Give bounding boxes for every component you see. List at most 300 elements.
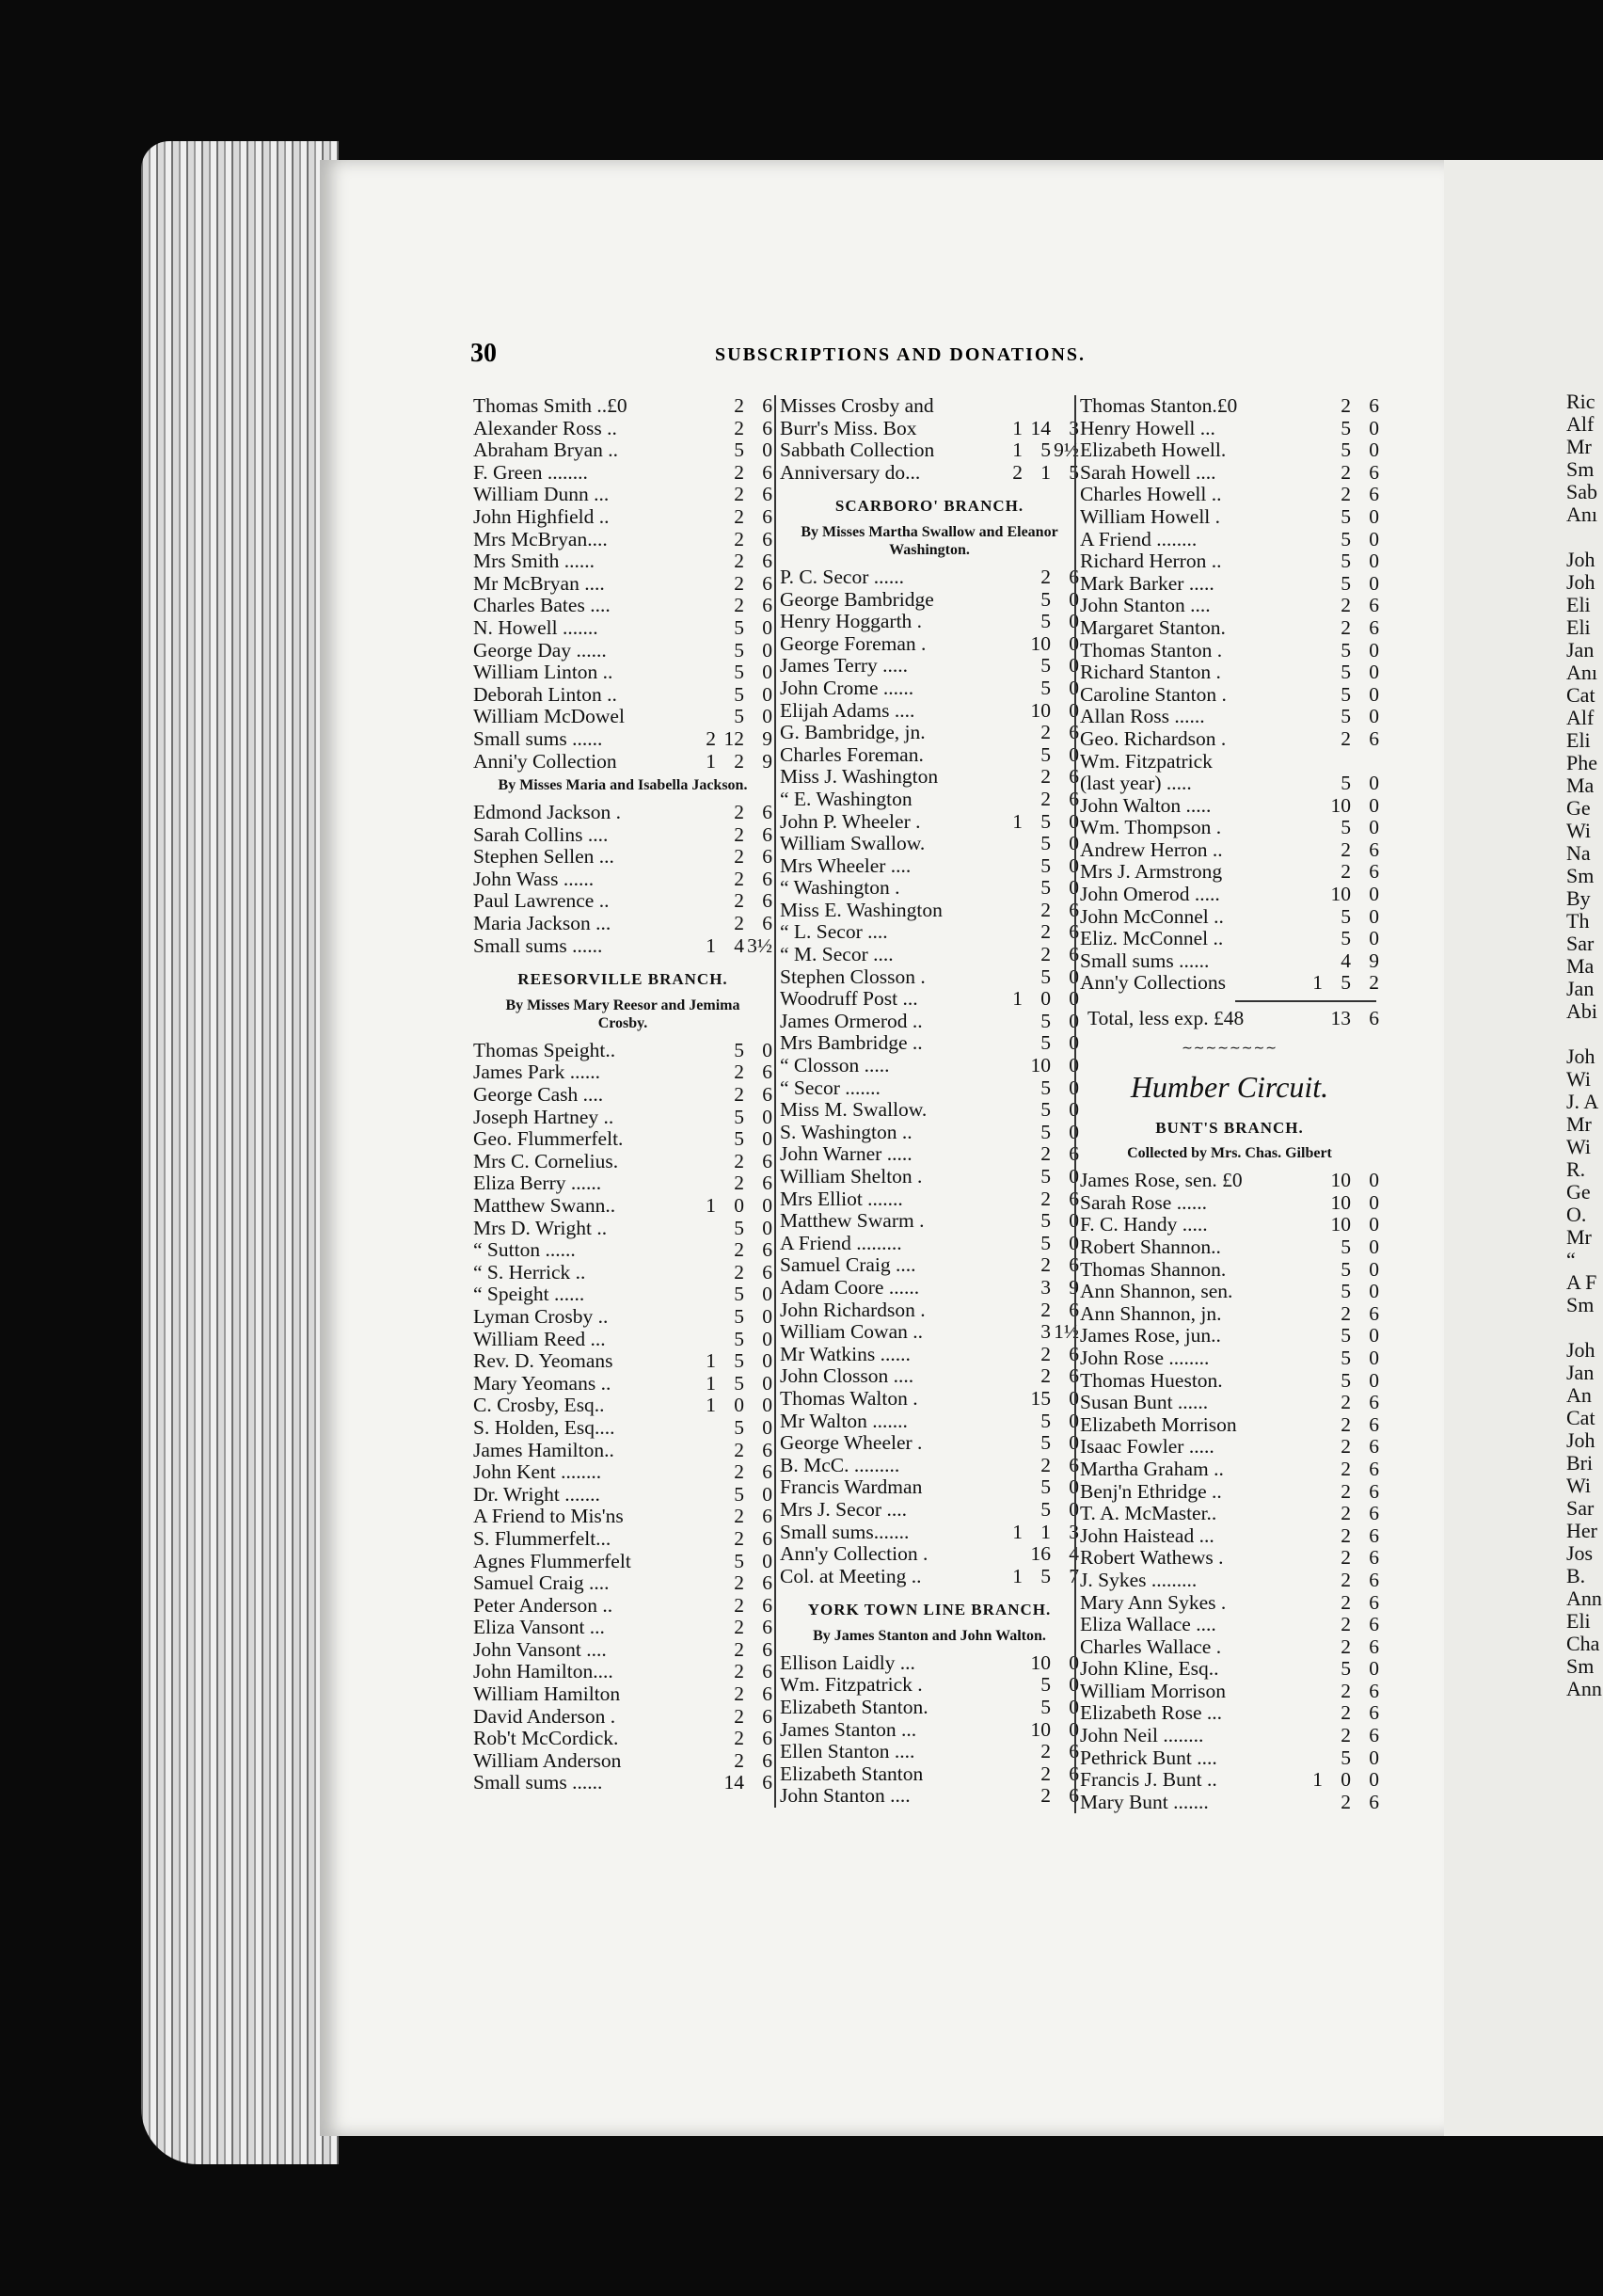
amount <box>1294 439 1379 462</box>
pounds <box>998 855 1023 878</box>
pence <box>1351 751 1379 773</box>
pounds <box>691 573 716 596</box>
shillings: 5 <box>1040 1076 1051 1099</box>
pounds <box>998 1188 1023 1211</box>
pounds <box>1298 418 1323 440</box>
subscriber-name: Burr's Miss. Box <box>780 417 917 439</box>
subscription-row <box>1080 1570 1379 1592</box>
pounds <box>1298 1192 1323 1215</box>
pounds <box>998 678 1023 700</box>
pounds <box>691 1040 716 1062</box>
amount <box>994 1697 1079 1719</box>
amount <box>994 1099 1079 1122</box>
amount <box>1294 884 1379 906</box>
pounds <box>1298 550 1323 573</box>
pounds <box>1298 751 1323 773</box>
amount <box>994 395 1079 418</box>
shillings: 2 <box>734 483 744 506</box>
subscription-row <box>780 1499 1079 1522</box>
amount <box>994 1166 1079 1188</box>
pounds <box>691 1239 716 1262</box>
amount <box>1294 1370 1379 1393</box>
amount <box>688 1572 772 1595</box>
subscriber-name: John Richardson . <box>780 1299 926 1321</box>
subscriber-name: William Shelton . <box>780 1166 923 1188</box>
subscriber-name: Mrs Bambridge .. <box>780 1032 923 1055</box>
amount <box>1294 640 1379 662</box>
subscriber-name: Elizabeth Morrison <box>1080 1413 1237 1436</box>
facing-page-line: Joh <box>1566 1428 1595 1452</box>
shillings: 2 <box>1341 1412 1351 1436</box>
pounds <box>1298 950 1323 973</box>
shillings: 2 <box>734 1748 744 1772</box>
pence: 6 <box>762 1505 772 1528</box>
pounds <box>691 846 716 869</box>
subscription-row <box>1080 506 1379 529</box>
pence: 0 <box>1369 927 1379 950</box>
shillings: 2 <box>1341 615 1351 639</box>
subscription-row <box>1080 462 1379 485</box>
subscriber-name: Peter Anderson .. <box>473 1594 613 1617</box>
amount <box>1294 1592 1379 1615</box>
subscription-row <box>780 439 1079 462</box>
subscriber-name: Samuel Craig .... <box>780 1254 916 1277</box>
shillings: 5 <box>1341 772 1351 795</box>
shillings: 10 <box>1330 883 1351 906</box>
pounds <box>998 1210 1023 1233</box>
shillings: 5 <box>734 1549 744 1572</box>
pounds <box>691 1750 716 1773</box>
total-row <box>1080 1006 1379 1030</box>
subscriber-name: John Stanton .... <box>1080 595 1211 617</box>
amount <box>688 1239 772 1262</box>
shillings: 5 <box>1040 1165 1051 1188</box>
pounds <box>998 1697 1023 1719</box>
pounds <box>1298 484 1323 506</box>
shillings: 2 <box>734 527 744 550</box>
pounds <box>691 617 716 640</box>
shillings: 2 <box>734 1526 744 1550</box>
amount <box>994 700 1079 723</box>
shillings: 0 <box>1040 987 1051 1011</box>
amount <box>1294 1792 1379 1814</box>
subscription-row <box>780 1741 1079 1763</box>
amount <box>1294 395 1379 418</box>
amount <box>688 1128 772 1151</box>
shillings: 5 <box>1040 438 1051 462</box>
pounds <box>998 1719 1023 1742</box>
amount <box>994 988 1079 1011</box>
shillings: 2 <box>734 394 744 417</box>
subscription-row <box>473 1528 772 1551</box>
subscriber-name: Small sums ...... <box>473 1772 603 1794</box>
pounds <box>691 595 716 617</box>
pounds: 2 <box>1012 460 1023 484</box>
subscriber-name: Ann Shannon, jn. <box>1080 1302 1222 1325</box>
amount <box>994 1652 1079 1675</box>
collector-note: Collected by Mrs. Chas. Gilbert <box>1127 1145 1332 1162</box>
amount <box>994 1055 1079 1077</box>
amount <box>688 1750 772 1773</box>
pence: 6 <box>1369 394 1379 417</box>
subscriber-name: John Crome ...... <box>780 677 914 699</box>
amount <box>1294 928 1379 950</box>
pounds <box>1298 861 1323 884</box>
amount <box>688 1683 772 1706</box>
subscription-row <box>473 1683 772 1706</box>
subscriber-name: Agnes Flummerfelt <box>473 1550 631 1572</box>
subscription-row <box>780 1785 1079 1808</box>
shillings: 2 <box>1341 594 1351 617</box>
pounds <box>998 1277 1023 1299</box>
pounds <box>1298 1681 1323 1703</box>
shillings: 2 <box>734 749 744 773</box>
facing-page-line: Mr <box>1566 1225 1592 1249</box>
pence: 6 <box>1369 1790 1379 1813</box>
subscription-row <box>1080 573 1379 596</box>
subscriber-name: William McDowel <box>473 706 625 728</box>
shillings: 2 <box>734 1637 744 1661</box>
amount <box>688 706 772 728</box>
pounds <box>1298 1370 1323 1393</box>
facing-page-line: Eli <box>1566 728 1591 752</box>
collector-note: By Misses Maria and Isabella Jackson. <box>498 777 748 794</box>
pounds <box>1298 706 1323 728</box>
shillings: 10 <box>1030 1650 1051 1674</box>
pounds <box>998 1455 1023 1477</box>
shillings: 5 <box>1040 965 1051 988</box>
subscription-row <box>473 1172 772 1195</box>
facing-page-line: An <box>1566 1383 1592 1407</box>
pounds <box>998 1032 1023 1055</box>
running-head: SUBSCRIPTIONS AND DONATIONS. <box>715 344 1087 365</box>
pounds <box>691 1084 716 1107</box>
amount <box>688 550 772 573</box>
pence: 6 <box>762 1616 772 1639</box>
shillings: 5 <box>734 1038 744 1061</box>
pence: 6 <box>1369 1634 1379 1658</box>
facing-page-line: Ge <box>1566 1180 1591 1204</box>
amount <box>1294 418 1379 440</box>
subscriber-name: William Howell . <box>1080 505 1221 528</box>
amount <box>994 1122 1079 1144</box>
shillings: 2 <box>734 801 744 824</box>
pence: 6 <box>762 867 772 890</box>
pence: 0 <box>1369 1190 1379 1214</box>
shillings: 5 <box>1040 876 1051 900</box>
shillings: 2 <box>734 1438 744 1461</box>
pence: 0 <box>1069 1054 1079 1077</box>
facing-page-line: Joh <box>1566 1044 1595 1068</box>
subscriber-name: Elizabeth Stanton. <box>780 1697 928 1719</box>
pence: 6 <box>1069 1342 1079 1365</box>
amount <box>1294 506 1379 529</box>
subscriber-name: Charles Bates .... <box>473 595 611 617</box>
subscription-row <box>473 1395 772 1417</box>
pence: 0 <box>1069 1120 1079 1143</box>
facing-page-line: Sm <box>1566 864 1595 887</box>
facing-page-line: Abi <box>1566 999 1597 1023</box>
pounds <box>998 611 1023 633</box>
subscriber-name: George Foreman . <box>780 632 927 655</box>
amount <box>688 1284 772 1306</box>
amount <box>994 418 1079 440</box>
pence: 6 <box>762 1149 772 1172</box>
pence: 6 <box>1369 1391 1379 1414</box>
facing-page-line: Ma <box>1566 773 1595 797</box>
pounds <box>691 462 716 485</box>
pence: 6 <box>1369 615 1379 639</box>
pence: 0 <box>1069 1031 1079 1055</box>
subscriber-name: Lyman Crosby .. <box>473 1305 609 1328</box>
subscriber-name: “ S. Herrick .. <box>473 1261 586 1284</box>
shillings: 2 <box>1341 1523 1351 1547</box>
shillings: 2 <box>1040 920 1051 944</box>
subscription-row <box>473 1639 772 1662</box>
pence: 6 <box>762 801 772 824</box>
pounds <box>691 550 716 573</box>
shillings: 5 <box>1040 1475 1051 1499</box>
pounds <box>691 1284 716 1306</box>
shillings: 5 <box>1040 1564 1051 1587</box>
amount <box>688 1395 772 1417</box>
shillings: 5 <box>734 682 744 706</box>
pence: 0 <box>762 438 772 462</box>
total-label: Total, less exp. £48 <box>1087 1007 1245 1030</box>
subscription-row <box>473 462 772 485</box>
facing-page-line: Wi <box>1566 1067 1591 1091</box>
shillings: 5 <box>734 1127 744 1151</box>
pounds <box>998 1365 1023 1388</box>
shillings: 5 <box>1040 1120 1051 1143</box>
pence: 0 <box>1069 654 1079 678</box>
amount <box>994 900 1079 922</box>
amount <box>688 418 772 440</box>
pounds <box>691 1617 716 1639</box>
subscription-row <box>780 1432 1079 1455</box>
amount <box>994 722 1079 744</box>
subscriber-name: Sabbath Collection <box>780 439 935 462</box>
pence: 6 <box>762 483 772 506</box>
subscription-row <box>780 1344 1079 1366</box>
shillings: 4 <box>1341 949 1351 972</box>
shillings: 10 <box>1330 793 1351 817</box>
pounds <box>998 633 1023 656</box>
shillings: 5 <box>1341 1257 1351 1281</box>
subscription-row <box>780 633 1079 656</box>
subscription-row <box>473 935 772 958</box>
amount <box>688 728 772 751</box>
pence: 6 <box>1369 1523 1379 1547</box>
subscriber-name: Henry Howell ... <box>1080 417 1215 439</box>
pence: 1½ <box>1054 1320 1079 1344</box>
pounds <box>691 640 716 662</box>
shillings: 2 <box>734 1149 744 1172</box>
subscriber-name: Eliza Berry ...... <box>473 1172 602 1195</box>
pence: 0 <box>762 1304 772 1328</box>
pounds <box>1298 795 1323 818</box>
pence: 0 <box>762 1283 772 1306</box>
subscriber-name: John Haistead ... <box>1080 1524 1214 1547</box>
pence: 0 <box>762 682 772 706</box>
amount <box>994 1785 1079 1808</box>
amount <box>994 1233 1079 1255</box>
pence: 6 <box>762 504 772 528</box>
amount <box>994 1077 1079 1100</box>
subscriber-name: Ann'y Collections <box>1080 972 1226 995</box>
subscription-list <box>473 1040 772 1794</box>
subscription-list <box>473 802 772 957</box>
pounds <box>1298 1303 1323 1326</box>
subscriber-name: Isaac Fowler ..... <box>1080 1436 1214 1459</box>
shillings: 2 <box>1040 765 1051 789</box>
amount <box>1294 1525 1379 1548</box>
facing-page-line: Sm <box>1566 1293 1595 1316</box>
subscription-row <box>1080 1702 1379 1725</box>
amount <box>688 617 772 640</box>
pence: 6 <box>762 1060 772 1084</box>
shillings: 3 <box>1040 1320 1051 1344</box>
subscription-row <box>473 595 772 617</box>
subscription-row <box>780 1277 1079 1299</box>
amount <box>1294 595 1379 617</box>
pence: 6 <box>1069 1142 1079 1166</box>
amount <box>688 1506 772 1528</box>
amount <box>994 1566 1079 1588</box>
subscriber-name: Rev. D. Yeomans <box>473 1350 613 1373</box>
subscription-row <box>1080 439 1379 462</box>
pounds <box>998 1254 1023 1277</box>
subscription-row <box>780 418 1079 440</box>
subscription-row <box>1080 1414 1379 1437</box>
amount <box>994 1674 1079 1697</box>
pence: 0 <box>1369 1657 1379 1681</box>
pence: 6 <box>1369 460 1379 484</box>
pounds: 1 <box>706 749 716 773</box>
shillings: 10 <box>1030 631 1051 655</box>
pence: 6 <box>762 1593 772 1617</box>
pounds <box>1298 884 1323 906</box>
shillings: 5 <box>734 638 744 662</box>
shillings: 5 <box>1341 571 1351 595</box>
shillings: 3 <box>1040 1275 1051 1299</box>
amount <box>688 506 772 529</box>
facing-page-line: Na <box>1566 841 1591 865</box>
pence: 0 <box>1069 1386 1079 1410</box>
subscription-row <box>1080 1459 1379 1481</box>
facing-page-line: Bri <box>1566 1451 1594 1475</box>
subscription-row <box>1080 1792 1379 1814</box>
subscriber-name: Charles Foreman. <box>780 743 924 766</box>
pence: 0 <box>1369 1236 1379 1258</box>
subscriber-name: Miss E. Washington <box>780 899 943 921</box>
pence: 0 <box>762 1127 772 1151</box>
shillings: 10 <box>1330 1190 1351 1214</box>
subscriber-name: Margaret Stanton. <box>1080 616 1226 639</box>
pence: 6 <box>1369 594 1379 617</box>
pounds <box>998 1055 1023 1077</box>
subscription-row <box>473 395 772 418</box>
pounds <box>691 1728 716 1750</box>
pounds <box>998 1143 1023 1166</box>
pounds <box>1298 573 1323 596</box>
shillings: 2 <box>1341 1391 1351 1414</box>
pence: 9 <box>762 726 772 750</box>
subscriber-name: William Linton .. <box>473 662 613 684</box>
subscription-row <box>1080 1236 1379 1259</box>
facing-page-line: Sab <box>1566 480 1597 503</box>
shillings: 1 <box>1040 1520 1051 1543</box>
amount <box>688 1617 772 1639</box>
subscriber-name: William Reed ... <box>473 1328 606 1350</box>
shillings: 2 <box>1040 1187 1051 1210</box>
pence: 0 <box>762 1371 772 1395</box>
pounds <box>998 700 1023 723</box>
pounds <box>691 824 716 847</box>
subscription-row <box>473 640 772 662</box>
subscriber-name: Woodruff Post ... <box>780 988 918 1011</box>
amount <box>994 566 1079 589</box>
shillings: 2 <box>734 1460 744 1484</box>
amount <box>1294 1414 1379 1437</box>
shillings: 16 <box>1030 1542 1051 1566</box>
column-2 <box>774 395 1079 1808</box>
pounds <box>691 1484 716 1507</box>
pence: 0 <box>1069 876 1079 900</box>
shillings: 2 <box>734 1727 744 1750</box>
pence: 6 <box>762 1704 772 1728</box>
pence: 0 <box>1069 1717 1079 1741</box>
shillings: 5 <box>1341 1657 1351 1681</box>
amount <box>1294 1570 1379 1592</box>
pounds <box>691 1151 716 1173</box>
pence: 0 <box>1069 698 1079 722</box>
subscriber-name: James Ormerod .. <box>780 1010 923 1032</box>
amount <box>688 1107 772 1129</box>
subscription-row <box>1080 662 1379 684</box>
pounds <box>1298 1414 1323 1437</box>
pounds <box>998 1011 1023 1033</box>
pence: 0 <box>1069 1497 1079 1521</box>
shillings: 2 <box>734 460 744 484</box>
shillings: 5 <box>1341 661 1351 684</box>
amount <box>994 1254 1079 1277</box>
subscriber-name: Wm. Fitzpatrick . <box>780 1674 923 1697</box>
pounds <box>1298 1481 1323 1504</box>
pence: 0 <box>1369 1368 1379 1392</box>
subscriber-name: James Terry ..... <box>780 655 909 678</box>
shillings: 2 <box>734 1238 744 1262</box>
amount <box>688 869 772 891</box>
pence: 6 <box>762 571 772 595</box>
pounds: 1 <box>706 933 716 957</box>
pounds <box>998 1741 1023 1763</box>
amount <box>1294 1702 1379 1725</box>
pounds <box>1298 1747 1323 1770</box>
pence: 0 <box>1369 1257 1379 1281</box>
subscription-row <box>780 1763 1079 1786</box>
shillings: 5 <box>1341 416 1351 439</box>
amount <box>1294 773 1379 795</box>
pounds <box>1298 439 1323 462</box>
amount <box>994 1277 1079 1299</box>
pounds <box>691 1440 716 1462</box>
pounds <box>998 1099 1023 1122</box>
subscriber-name: Thomas Speight.. <box>473 1039 616 1061</box>
subscriber-name: George Cash .... <box>473 1084 604 1107</box>
amount <box>688 1772 772 1794</box>
amount <box>994 789 1079 811</box>
